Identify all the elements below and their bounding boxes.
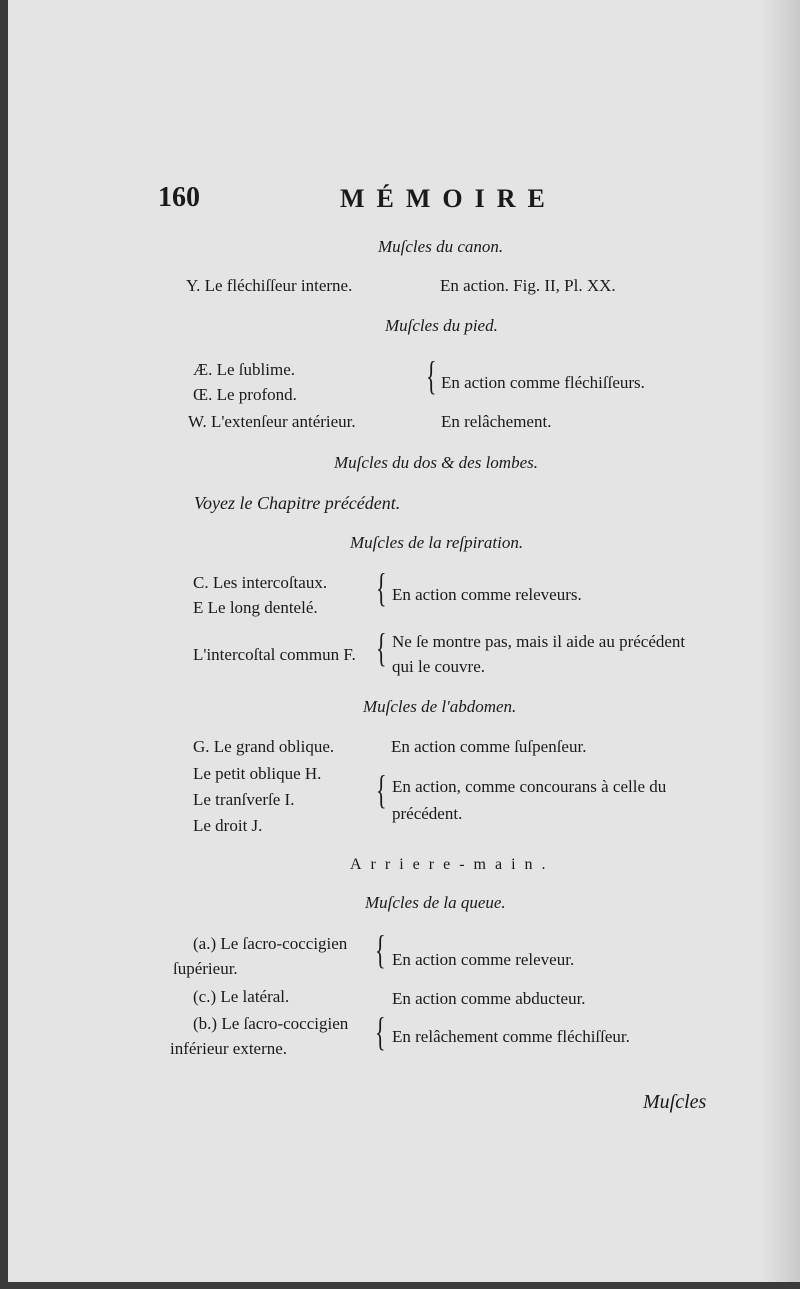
queue-inf-value: En relâchement comme fléchiſſeur. [392,1027,630,1046]
pied-group-value: En action comme fléchiſſeurs. [441,373,645,392]
respiration-item: C. Les intercoſtaux. [193,573,328,592]
abdomen-item: Le droit J. [193,816,263,835]
brace: { [375,927,386,972]
page-number: 160 [158,182,200,213]
abdomen-first-value: En action comme ſuſpenſeur. [391,737,587,756]
subheading-arriere-main: Arriere-main. [350,856,555,873]
book-page [8,0,800,1282]
section-title-abdomen: Muſcles de l'abdomen. [363,697,517,716]
pied-item: Æ. Le ſublime. [193,360,295,379]
brace: { [376,625,387,670]
respiration-item: E Le long dentelé. [193,598,318,617]
running-title: MÉMOIRE [340,184,557,213]
section-title-pied: Muſcles du pied. [385,316,498,335]
respiration-commun-label: L'intercoſtal commun F. [193,645,356,664]
pied-item: W. L'extenſeur antérieur. [188,412,356,431]
queue-sup-line1: (a.) Le ſacro-coccigien [193,934,348,953]
page-edge-shadow [760,0,800,1282]
section-title-canon: Muſcles du canon. [378,237,504,256]
abdomen-item: Le tranſverſe I. [193,790,295,809]
brace: { [426,353,437,398]
abdomen-group-line1: En action, comme concourans à celle du [392,777,667,796]
section-title-queue: Muſcles de la queue. [365,893,506,912]
abdomen-item: Le petit oblique H. [193,764,322,783]
queue-sup-value: En action comme releveur. [392,950,575,969]
section-title-respiration: Muſcles de la reſpiration. [350,533,524,552]
respiration-group-value: En action comme releveurs. [392,585,582,604]
pied-item: Œ. Le profond. [193,385,297,404]
brace: { [376,767,387,812]
pied-last-value: En relâchement. [441,412,552,431]
canon-row-value: En action. Fig. II, Pl. XX. [440,276,616,295]
queue-inf-line2: inférieur externe. [170,1039,288,1058]
queue-lat-value: En action comme abducteur. [392,989,586,1008]
dos-text: Voyez le Chapitre précédent. [194,493,401,513]
respiration-commun-line1: Ne ſe montre pas, mais il aide au précédent [392,632,686,651]
queue-sup-line2: ſupérieur. [173,959,238,978]
section-title-dos: Muſcles du dos & des lombes. [334,453,538,472]
respiration-commun-line2: qui le couvre. [392,657,485,676]
queue-lat-label: (c.) Le latéral. [193,987,290,1006]
brace: { [375,1009,386,1054]
abdomen-first-label: G. Le grand oblique. [193,737,335,756]
brace: { [376,565,387,610]
catchword: Muſcles [643,1091,707,1113]
abdomen-group-line2: précédent. [392,804,463,823]
canon-row-label: Y. Le fléchiſſeur interne. [186,276,353,295]
queue-inf-line1: (b.) Le ſacro-coccigien [193,1014,349,1033]
